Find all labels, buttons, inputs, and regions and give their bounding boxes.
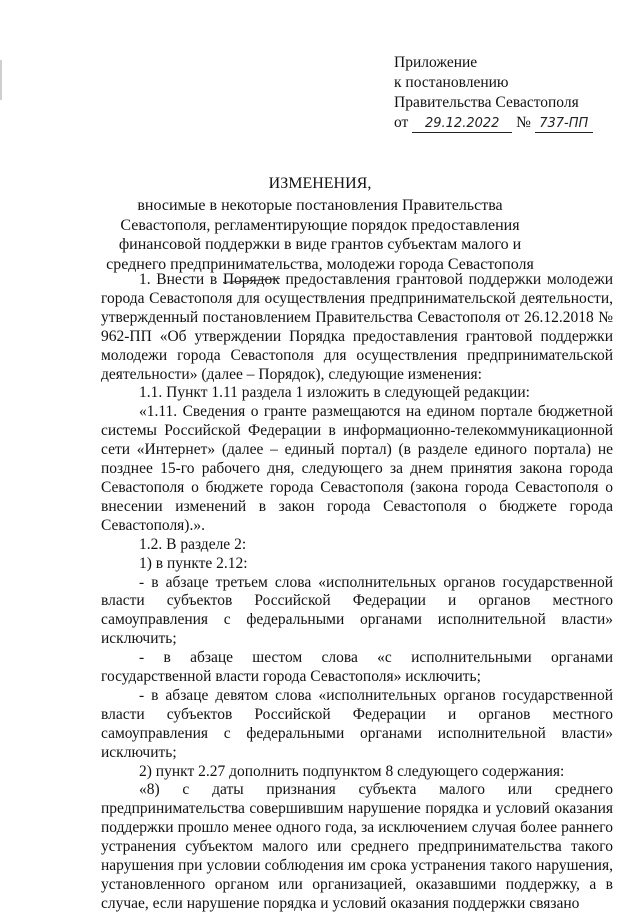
number-prefix: № <box>516 114 531 131</box>
appendix-line-1: Приложение <box>394 54 478 71</box>
document-subtitle: вносимые в некоторые постановления Правительства Севастополя, регламентирующие порядок предоставления финансовой поддержки в виде грантов субъектам малого и среднего предпринимательства, молодежи города Севастополя <box>106 197 534 273</box>
appendix-date-line <box>394 113 624 133</box>
document-body <box>101 271 613 914</box>
appendix-line-2: к постановлению <box>394 74 509 91</box>
paragraph-8: - в абзаце девятом слова «исполнительных органов государственной власти субъектов Российской Федерации и органов местного самоуправления с федеральными органами исполнительной власти» исключить; <box>101 686 613 761</box>
p1-start: 1. Внести в <box>139 271 223 288</box>
appendix-block <box>394 53 624 133</box>
paragraph-5: 1) в пункте 2.12: <box>139 554 248 572</box>
document-heading: ИЗМЕНЕНИЯ, <box>268 175 372 192</box>
handwritten-number: 737-ПП <box>535 116 593 133</box>
paragraph-2: 1.1. Пункт 1.11 раздела 1 изложить в следующей редакции: <box>139 384 530 402</box>
paragraph-7: - в абзаце шестом слова «с исполнительными органами государственной власти города Севастополя» исключить; <box>101 649 613 686</box>
appendix-line-3: Правительства Севастополя <box>394 94 579 111</box>
paragraph-6: - в абзаце третьем слова «исполнительных органов государственной власти субъектов Российской Федерации и органов местного самоуправления с федеральными органами исполнительной власти» исключить; <box>101 573 613 648</box>
date-prefix: от <box>394 114 409 131</box>
scan-edge-mark <box>0 60 2 100</box>
p1-rest: предоставления грантовой поддержки молодежи города Севастополя для осуществления предпринимательской деятельности, утвержденный постановлением Правительства Севастополя от 26.12.2018 № 962-ПП «Об утверждении Порядка предоставления грантовой поддержки молодежи города Севастополя для осуществления предпринимательской деятельности» (далее – Порядок), следующие изменения: <box>101 271 613 383</box>
paragraph-9: 2) пункт 2.27 дополнить подпунктом 8 следующего содержания: <box>139 762 565 780</box>
paragraph-1 <box>101 271 613 384</box>
handwritten-date: 29.12.2022 <box>412 116 512 133</box>
paragraph-10: «8) с даты признания субъекта малого или среднего предпринимательства совершившим нарушение порядка и условий оказания поддержки прошло менее одного года, за исключением случая более раннего устранения субъектом малого или среднего предпринимательства такого нарушения при условии соблюдения им срока устранения такого нарушения, установленного органом или организацией, оказавшими поддержку, а в случае, если нарушение порядка и условий оказания поддержки связано <box>101 781 613 912</box>
struck-word: Порядок <box>222 271 280 288</box>
paragraph-3: «1.11. Сведения о гранте размещаются на едином портале бюджетной системы Российской Федерации в информационно-телекоммуникационной сети «Интернет» (далее – единый портал) (в разделе единого портала) не позднее 15-го рабочего дня, следующего за днем принятия закона города Севастополя о бюджете города Севастополя (закона города Севастополя о внесении изменений в закон города Севастополя о бюджете города Севастополя).». <box>101 403 613 534</box>
paragraph-4: 1.2. В разделе 2: <box>139 535 247 553</box>
